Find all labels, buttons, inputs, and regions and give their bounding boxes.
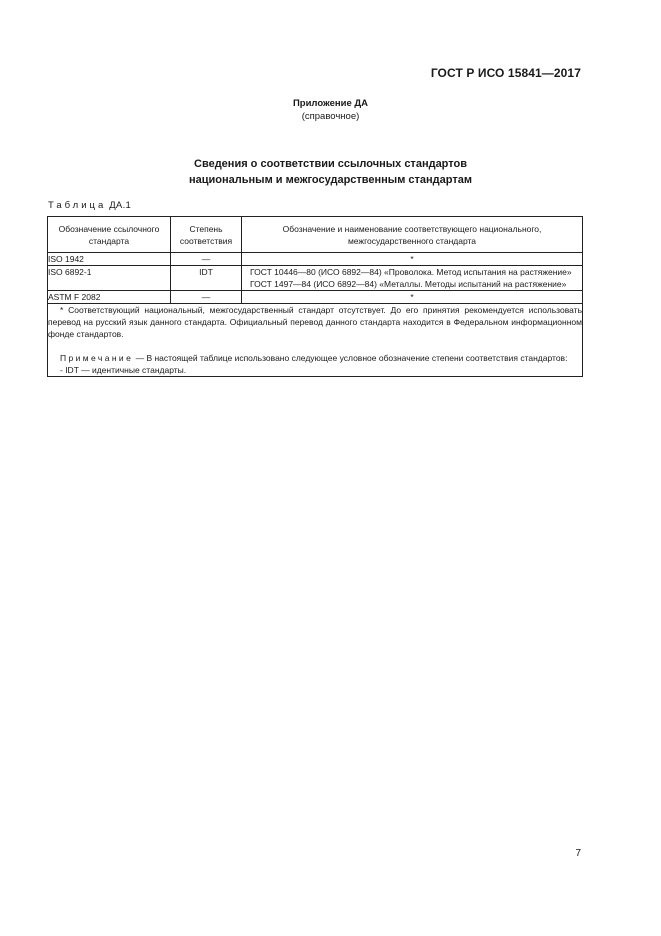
column-header-national-line-1: Обозначение и наименование соответствующего национального, [282,224,542,234]
correspondence-table [47,216,583,377]
heading-line-2: национальным и межгосударственным стандартам [189,174,472,186]
table-caption-id: ДА.1 [109,200,132,211]
degree-cell: IDT [171,266,242,291]
table-caption [48,200,131,211]
reference-cell: ISO 1942 [48,253,171,266]
reference-cell: ASTM F 2082 [48,291,171,304]
column-header-national [242,217,583,253]
annex-header [0,97,661,123]
page-number: 7 [575,848,581,859]
degree-cell: — [171,253,242,266]
note-label: Примечание [60,353,134,363]
national-cell: * [242,253,583,266]
column-header-reference [48,217,171,253]
table-caption-word: Таблица [48,200,107,211]
national-cell [242,266,583,291]
annex-title: Приложение ДА [292,98,369,109]
footnote: * Соответствующий национальный, межгосударственный стандарт отсутствует. До его принятия рекомендуется использовать перевод на русский язык данного стандарта. Официальный перевод данного стандарта находится в Федеральном информационном фонде стандартов. [48,305,582,339]
annex-subtitle: (справочное) [301,111,360,122]
note [48,352,582,364]
note-text: — В настоящей таблице использовано следующее условное обозначение степени соответствия стандартов: [135,353,568,363]
column-header-degree [171,217,242,253]
national-standard: ГОСТ 1497—84 (ИСО 6892—84) «Металлы. Методы испытаний на растяжение» [250,279,567,289]
national-cell: * [242,291,583,304]
document-code: ГОСТ Р ИСО 15841—2017 [430,66,581,80]
table-row [48,253,583,266]
heading-line-1: Сведения о соответствии ссылочных стандартов [194,158,467,170]
column-header-reference-line-2: стандарта [88,236,130,246]
section-heading [0,156,661,188]
table-notes-row [48,304,583,377]
degree-cell: — [171,291,242,304]
column-header-degree-line-2: соответствия [179,236,233,246]
column-header-degree-line-1: Степень [189,224,223,234]
column-header-national-line-2: межгосударственного стандарта [347,236,477,246]
national-standard: ГОСТ 10446—80 (ИСО 6892—84) «Проволока. Метод испытания на растяжение» [250,267,572,277]
table-notes [48,304,583,377]
table-row [48,291,583,304]
reference-cell: ISO 6892-1 [48,266,171,291]
table-row [48,266,583,291]
column-header-reference-line-1: Обозначение ссылочного [58,224,160,234]
note-item: - IDT — идентичные стандарты. [60,365,187,375]
table-header-row [48,217,583,253]
